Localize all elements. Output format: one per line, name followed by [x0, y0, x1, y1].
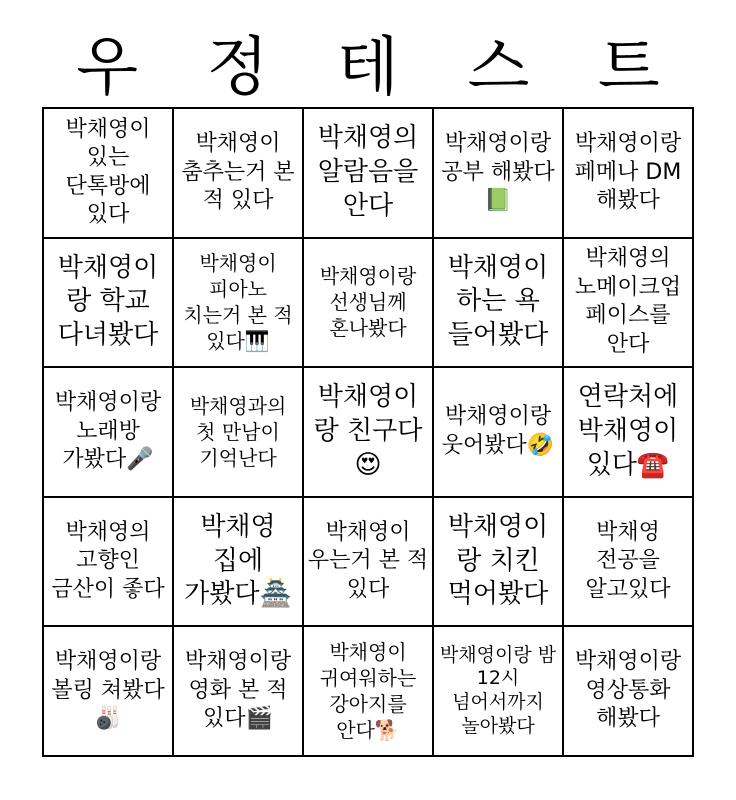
bingo-cell[interactable]: 박채영이 우는거 본 적 있다: [303, 497, 433, 627]
bingo-cell[interactable]: 박채영이 하는 욕 들어봤다: [433, 238, 563, 368]
bingo-cell[interactable]: 박채영이랑 영화 본 적 있다🎬: [173, 626, 303, 756]
bingo-cell[interactable]: 박채영이랑 친구다😍: [303, 367, 433, 497]
bingo-cell[interactable]: 박채영이 있는 단톡방에 있다: [43, 108, 173, 238]
bingo-cell[interactable]: 박채영이랑 웃어봤다🤣: [433, 367, 563, 497]
bingo-cell[interactable]: 박채영 전공을 알고있다: [563, 497, 693, 627]
bingo-cell[interactable]: 박채영이랑 선생님께 혼나봤다: [303, 238, 433, 368]
bingo-cell[interactable]: 박채영의 노메이크업 페이스를 안다: [563, 238, 693, 368]
bingo-grid: [42, 107, 694, 757]
bingo-cell[interactable]: 박채영 집에 가봤다🏯: [173, 497, 303, 627]
bingo-cell[interactable]: 박채영의 알람음을 안다: [303, 108, 433, 238]
title-letter: 정: [206, 31, 269, 105]
bingo-cell[interactable]: 박채영이랑 치킨 먹어봤다: [433, 497, 563, 627]
title-letter: 우: [76, 31, 139, 105]
bingo-cell[interactable]: 박채영의 고향인 금산이 좋다: [43, 497, 173, 627]
bingo-cell[interactable]: 박채영이랑 노래방 가봤다🎤: [43, 367, 173, 497]
bingo-cell[interactable]: 박채영이 귀여워하는 강아지를 안다🐕: [303, 626, 433, 756]
bingo-cell[interactable]: 연락처에 박채영이 있다☎️: [563, 367, 693, 497]
title-letter: 스: [467, 31, 530, 105]
bingo-cell[interactable]: 박채영이랑 볼링 쳐봤다🎳: [43, 626, 173, 756]
title-letter: 테: [337, 31, 399, 105]
bingo-cell[interactable]: 박채영이 춤추는거 본 적 있다: [173, 108, 303, 238]
bingo-cell[interactable]: 박채영이랑 학교 다녀봤다: [43, 238, 173, 368]
bingo-title: [42, 28, 694, 108]
title-letter: 트: [597, 31, 660, 105]
bingo-cell[interactable]: 박채영이랑 공부 해봤다📗: [433, 108, 563, 238]
bingo-cell[interactable]: 박채영이 피아노 치는거 본 적 있다🎹: [173, 238, 303, 368]
bingo-cell[interactable]: 박채영이랑 페메나 DM 해봤다: [563, 108, 693, 238]
bingo-cell[interactable]: 박채영이랑 밤 12시 넘어서까지 놀아봤다: [433, 626, 563, 756]
bingo-cell[interactable]: 박채영이랑 영상통화 해봤다: [563, 626, 693, 756]
bingo-cell[interactable]: 박채영과의 첫 만남이 기억난다: [173, 367, 303, 497]
